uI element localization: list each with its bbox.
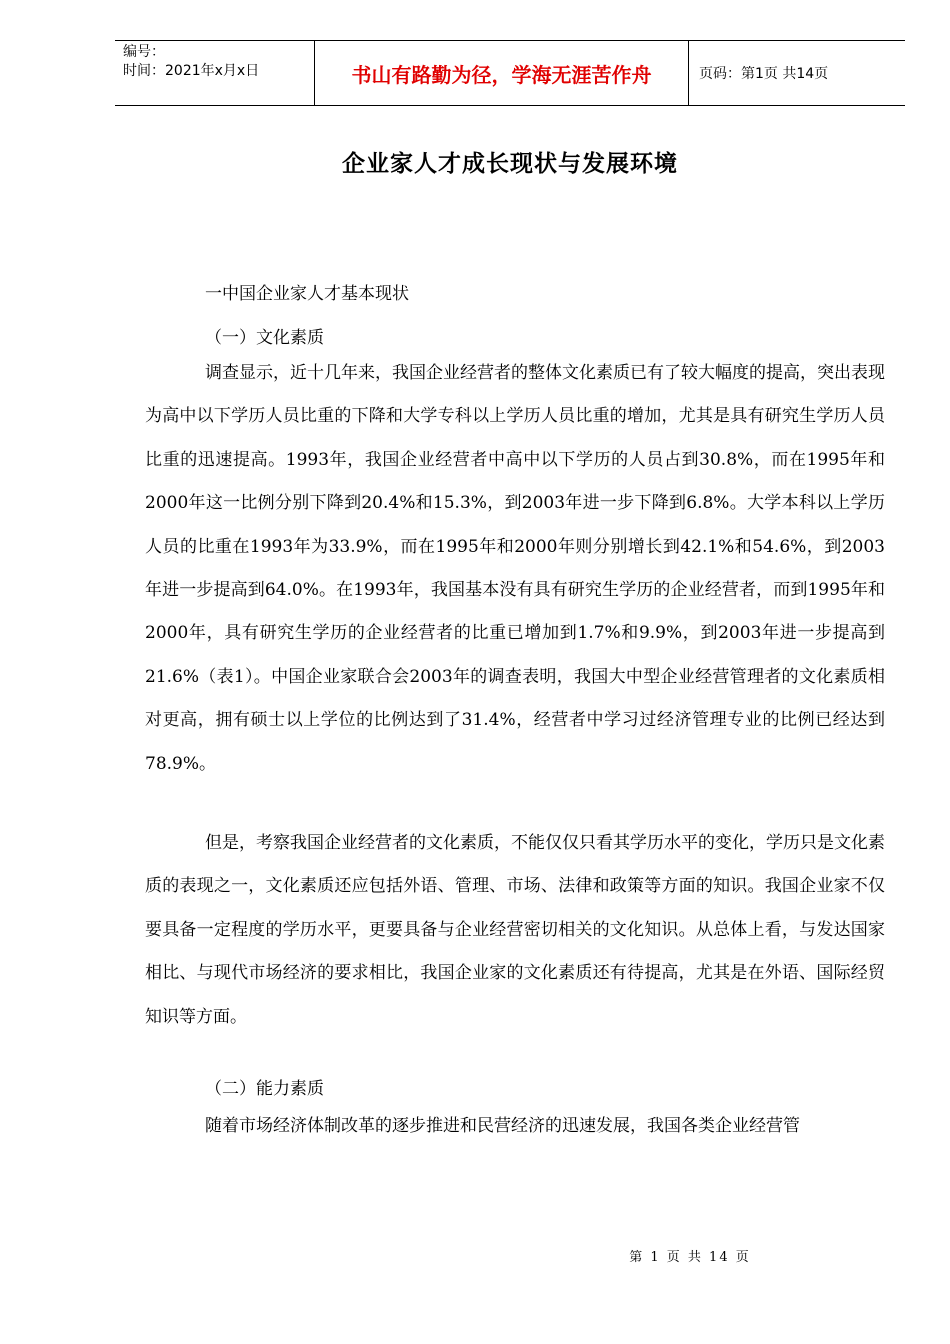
paragraph-spacer — [145, 1039, 885, 1075]
body-paragraph: 但是，考察我国企业经营者的文化素质，不能仅仅只看其学历水平的变化，学历只是文化素质的表现之一，文化素质还应包括外语、管理、市场、法律和政策等方面的知识。我国企业家不仅要具备一定程度的学历水平，更要具备与企业经营密切相关的文化知识。从总体上看，与发达国家相比、与现代市场经济的要求相比，我国企业家的文化素质还有待提高，尤其是在外语、国际经贸知识等方面。 — [145, 833, 885, 1027]
page-header — [115, 40, 905, 106]
body-paragraph: 随着市场经济体制改革的逐步推进和民营经济的迅速发展，我国各类企业经营管 — [205, 1116, 800, 1137]
subsection-heading: （一）文化素质 — [205, 328, 324, 348]
section-heading: 一中国企业家人才基本现状 — [205, 284, 409, 304]
paragraph-spacer — [145, 786, 885, 822]
header-meta — [115, 41, 315, 105]
header-page-info: 页码：第1页 共14页 — [699, 66, 829, 82]
document-body — [145, 280, 885, 1149]
subsection-heading: （二）能力素质 — [205, 1079, 324, 1100]
serial-number-label: 编号： — [123, 44, 165, 60]
document-title: 企业家人才成长现状与发展环境 — [342, 150, 678, 177]
body-paragraph: 调查显示，近十几年来，我国企业经营者的整体文化素质已有了较大幅度的提高，突出表现为高中以下学历人员比重的下降和大学专科以上学历人员比重的增加，尤其是具有研究生学历人员比重的迅速提高。1993年，我国企业经营者中高中以下学历的人员占到30.8%，而在1995年和2000年这一比例分别下降到20.4%和15.3%，到2003年进一步下降到6.8%。大学本科以上学历人员的比重在1993年为33.9%，而在1995年和2000年则分别增长到42.1%和54.6%，到2003年进一步提高到64.0%。在1993年，我国基本没有具有研究生学历的企业经营者，而到1995年和2000年，具有研究生学历的企业经营者的比重已增加到1.7%和9.9%，到2003年进一步提高到21.6%（表1）。中国企业家联合会2003年的调查表明，我国大中型企业经营管理者的文化素质相对更高，拥有硕士以上学位的比例达到了31.4%，经营者中学习过经济管理专业的比例已经达到78.9%。 — [145, 363, 885, 774]
page-footer: 第 1 页 共 14 页 — [629, 1250, 751, 1265]
header-motto: 书山有路勤为径，学海无涯苦作舟 — [315, 41, 689, 105]
time-label: 时间：2021年x月x日 — [123, 63, 260, 79]
